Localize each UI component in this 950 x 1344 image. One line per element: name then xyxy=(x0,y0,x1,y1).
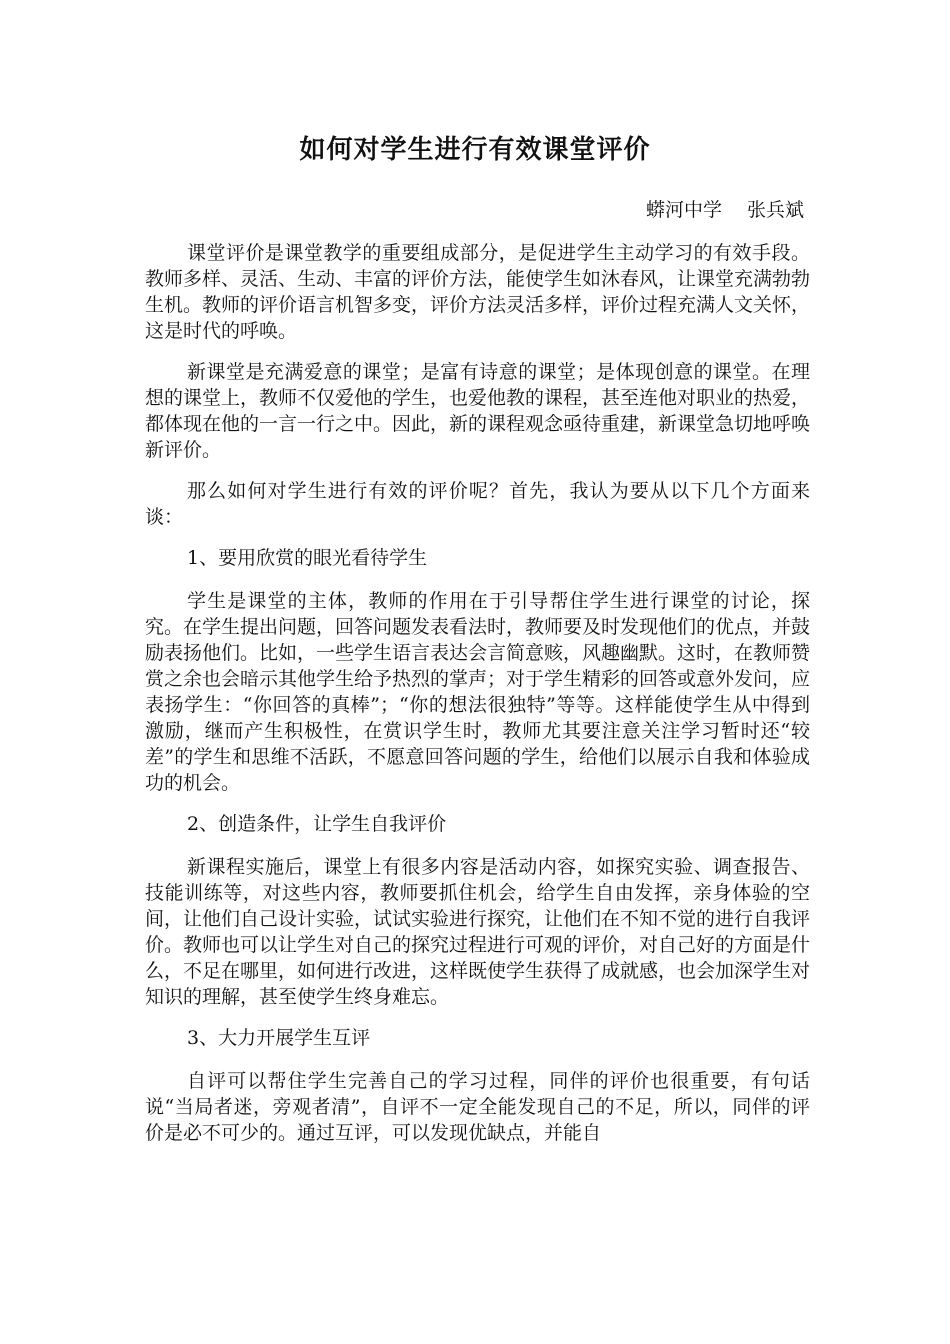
paragraph-new-classroom: 新课堂是充满爱意的课堂；是富有诗意的课堂；是体现创意的课堂。在理想的课堂上，教师不仅爱他的学生，也爱他教的课程，甚至连他对职业的热爱，都体现在他的一言一行之中。因此，新的课程观念亟待重建，新课堂急切地呼唤新评价。 xyxy=(145,361,811,461)
document-body xyxy=(145,240,810,1161)
author-line: 蟒河中学 张兵斌 xyxy=(645,199,804,221)
section-heading-1: 1、要用欣赏的眼光看待学生 xyxy=(187,547,428,569)
paragraph-section-3: 自评可以帮住学生完善自己的学习过程，同伴的评价也很重要，有句话说“当局者迷，旁观者清”，自评不一定全能发现自己的不足，所以，同伴的评价是必不可少的。通过互评，可以发现优缺点，并能自 xyxy=(145,1070,810,1144)
section-heading-2: 2、创造条件，让学生自我评价 xyxy=(187,813,447,835)
paragraph-section-2: 新课程实施后，课堂上有很多内容是活动内容，如探究实验、调查报告、技能训练等，对这些内容，教师要抓住机会，给学生自由发挥，亲身体验的空间，让他们自己设计实验，试试实验进行探究，让他们在不知不觉的进行自我评价。教师也可以让学生对自己的探究过程进行可观的评价，对自己好的方面是什么，不足在哪里，如何进行改进，这样既使学生获得了成就感，也会加深学生对知识的理解，甚至使学生终身难忘。 xyxy=(145,856,811,1008)
paragraph-question: 那么如何对学生进行有效的评价呢？首先，我认为要从以下几个方面来谈： xyxy=(145,480,810,528)
document-title: 如何对学生进行有效课堂评价 xyxy=(299,135,651,165)
section-heading-3: 3、大力开展学生互评 xyxy=(187,1027,371,1049)
paragraph-intro: 课堂评价是课堂教学的重要组成部分，是促进学生主动学习的有效手段。教师多样、灵活、生动、丰富的评价方法，能使学生如沐春风，让课堂充满勃勃生机。教师的评价语言机智多变，评价方法灵活多样，评价过程充满人文关怀，这是时代的呼唤。 xyxy=(145,242,811,342)
paragraph-section-1: 学生是课堂的主体，教师的作用在于引导帮住学生进行课堂的讨论，探究。在学生提出问题，回答问题发表看法时，教师要及时发现他们的优点，并鼓励表扬他们。比如，一些学生语言表达会言简意赅，风趣幽默。这时，在教师赞赏之余也会暗示其他学生给予热烈的掌声；对于学生精彩的回答或意外发问，应表扬学生：“你回答的真棒”；“你的想法很独特”等等。这样能使学生从中得到激励，继而产生积极性，在赏识学生时，教师尤其要注意关注学习暂时还“较差”的学生和思维不活跃，不愿意回答问题的学生，给他们以展示自我和体验成功的机会。 xyxy=(145,590,811,794)
